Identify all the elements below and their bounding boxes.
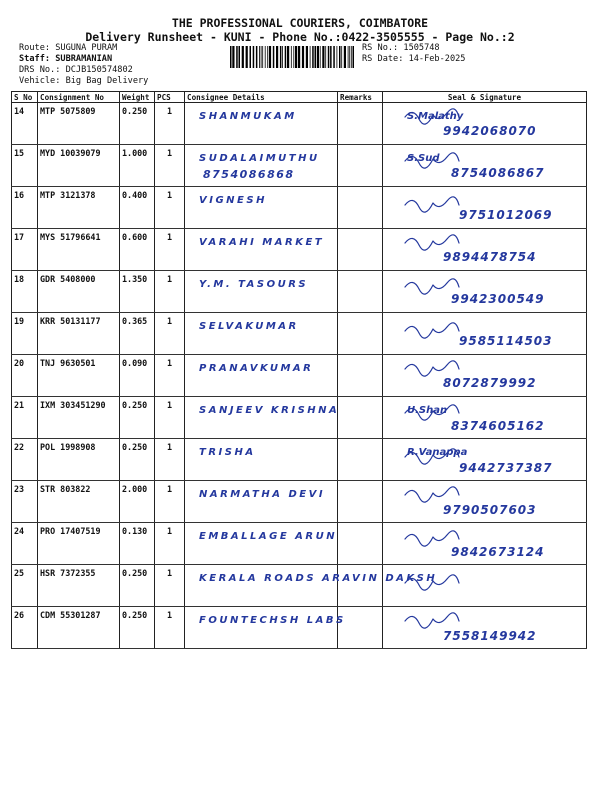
cell-sno: 22 [12, 439, 38, 481]
barcode-bar [312, 46, 314, 68]
cell-weight: 0.365 [120, 313, 155, 355]
signature-phone: 9942300549 [451, 292, 545, 306]
signature-phone: 9942068070 [443, 124, 537, 138]
cell-pcs: 1 [155, 271, 185, 313]
signature-phone: 8072879992 [443, 376, 537, 390]
cell-consignment: TNJ 9630501 [38, 355, 120, 397]
cell-weight: 0.600 [120, 229, 155, 271]
barcode-bar [282, 46, 283, 68]
signature-handwriting [383, 523, 587, 564]
cell-weight: 0.250 [120, 397, 155, 439]
signature-handwriting [383, 271, 587, 311]
cell-signature [383, 565, 587, 607]
table-header-row [12, 92, 587, 103]
col-sno: S No [12, 92, 38, 103]
cell-consignment: MYD 10039079 [38, 145, 120, 187]
barcode-bar [285, 46, 287, 68]
cell-signature [383, 229, 587, 271]
cell-signature [383, 607, 587, 649]
cell-remarks [338, 481, 383, 523]
cell-pcs: 1 [155, 103, 185, 145]
cell-remarks [338, 397, 383, 439]
cell-consignment: STR 803822 [38, 481, 120, 523]
cell-sno: 21 [12, 397, 38, 439]
cell-remarks [338, 565, 383, 607]
runsheet-table [11, 91, 587, 649]
table-row [12, 481, 587, 523]
table-row [12, 271, 587, 313]
cell-pcs: 1 [155, 565, 185, 607]
barcode-bar [256, 46, 258, 68]
consignee-phone: 8754086868 [203, 168, 295, 181]
barcode-bar [232, 46, 234, 68]
cell-weight: 0.250 [120, 607, 155, 649]
rs-no-text: RS No.: 1505748 [362, 43, 440, 53]
col-signature: Seal & Signature [383, 92, 587, 103]
cell-consignee [185, 313, 338, 355]
cell-remarks [338, 313, 383, 355]
barcode-bar [295, 46, 297, 68]
consignee-handwriting [185, 145, 338, 185]
cell-consignee [185, 565, 438, 607]
barcode-bar [351, 46, 352, 68]
cell-weight: 0.400 [120, 187, 155, 229]
barcode-bar [230, 46, 232, 68]
signature-handwriting [383, 313, 587, 353]
consignee-handwriting [185, 271, 338, 311]
cell-consignment: CDM 55301287 [38, 607, 120, 649]
consignee-name: Y.M. TASOURS [199, 279, 309, 290]
cell-signature [383, 103, 587, 145]
consignee-name: TRISHA [199, 447, 256, 458]
barcode-bar [236, 46, 238, 68]
route-text: Route: SUGUNA PURAM [19, 43, 118, 53]
barcode-bar [330, 46, 332, 68]
cell-remarks [338, 523, 383, 565]
signature-phone: 9790507603 [443, 503, 537, 517]
barcode-bar [333, 46, 335, 68]
barcode [230, 46, 356, 68]
barcode-bar [246, 46, 248, 68]
consignee-name: PRANAVKUMAR [199, 363, 314, 374]
signature-handwriting [383, 607, 587, 648]
signature-handwriting [383, 355, 587, 395]
barcode-bar [287, 46, 289, 68]
cell-sno: 23 [12, 481, 38, 523]
cell-pcs: 1 [155, 229, 185, 271]
barcode-bar [267, 46, 268, 68]
consignee-name: SANJEEV KRISHNA [199, 405, 340, 416]
cell-signature [383, 439, 587, 481]
cell-signature [383, 355, 587, 397]
barcode-bar [253, 46, 255, 68]
barcode-bar [339, 46, 341, 68]
cell-weight: 1.350 [120, 271, 155, 313]
consignee-handwriting [185, 313, 338, 353]
cell-pcs: 1 [155, 607, 185, 649]
vehicle-text: Vehicle: Big Bag Delivery [19, 76, 149, 86]
barcode-bar [293, 46, 294, 68]
consignee-handwriting [185, 607, 346, 648]
barcode-bar [322, 46, 324, 68]
table-row [12, 145, 587, 187]
cell-weight: 0.250 [120, 439, 155, 481]
col-consignee: Consignee Details [185, 92, 338, 103]
cell-consignment: MYS 51796641 [38, 229, 120, 271]
signature-scribble [405, 197, 459, 212]
consignee-name: FOUNTECHSH LABS [199, 615, 346, 626]
cell-sno: 18 [12, 271, 38, 313]
header-right [362, 43, 465, 65]
cell-sno: 14 [12, 103, 38, 145]
cell-consignment: PRO 17407519 [38, 523, 120, 565]
cell-consignee [185, 103, 338, 145]
cell-sno: 20 [12, 355, 38, 397]
cell-remarks [338, 229, 383, 271]
table-row [12, 355, 587, 397]
signature-scribble [405, 531, 459, 546]
cell-consignment: IXM 303451290 [38, 397, 120, 439]
barcode-bar [265, 46, 266, 68]
consignee-handwriting [185, 565, 438, 606]
consignee-handwriting [185, 229, 338, 269]
signature-phone: 8754086867 [451, 166, 545, 180]
signature-handwriting [383, 229, 587, 269]
signature-phone: 8374605162 [451, 419, 545, 433]
runsheet-title: Delivery Runsheet - KUNI - Phone No.:0422-3505555 - Page No.:2 [85, 30, 515, 44]
signature-phone: 9842673124 [451, 545, 545, 559]
table-row [12, 397, 587, 439]
cell-remarks [338, 271, 383, 313]
cell-consignee [185, 397, 338, 439]
cell-sno: 17 [12, 229, 38, 271]
cell-pcs: 1 [155, 397, 185, 439]
consignee-name: VIGNESH [199, 195, 267, 206]
cell-sno: 24 [12, 523, 38, 565]
barcode-bar [242, 46, 244, 68]
cell-remarks [338, 187, 383, 229]
barcode-bar [259, 46, 260, 68]
barcode-bar [302, 46, 304, 68]
signature-phone: 9894478754 [443, 250, 537, 264]
drs-text: DRS No.: DCJB150574802 [19, 65, 133, 75]
signature-name: S.Sud [407, 153, 440, 164]
barcode-bar [349, 46, 350, 68]
cell-weight: 2.000 [120, 481, 155, 523]
cell-sno: 25 [12, 565, 38, 607]
consignee-handwriting [185, 187, 338, 227]
barcode-bar [348, 46, 349, 68]
signature-scribble [405, 361, 459, 376]
barcode-bar [291, 46, 292, 68]
consignee-handwriting [185, 523, 338, 564]
cell-consignment: POL 1998908 [38, 439, 120, 481]
cell-consignee [185, 439, 338, 481]
staff-text: Staff: SUBRAMANIAN [19, 54, 113, 64]
barcode-bar [341, 46, 342, 68]
barcode-bar [273, 46, 275, 68]
cell-consignee [185, 187, 338, 229]
cell-signature [383, 187, 587, 229]
signature-name: R.Vanappa [407, 447, 468, 458]
cell-pcs: 1 [155, 187, 185, 229]
cell-consignee [185, 145, 338, 187]
cell-consignment: GDR 5408000 [38, 271, 120, 313]
signature-phone: 9751012069 [459, 208, 553, 222]
barcode-bar [337, 46, 338, 68]
consignee-name: VARAHI MARKET [199, 237, 325, 248]
barcode-bar [310, 46, 311, 68]
signature-name: S.Malathy [407, 111, 464, 122]
col-remarks: Remarks [338, 92, 383, 103]
barcode-bar [325, 46, 326, 68]
barcode-bar [344, 46, 346, 68]
table-row [12, 103, 587, 145]
cell-weight: 1.000 [120, 145, 155, 187]
signature-scribble [405, 323, 459, 338]
cell-pcs: 1 [155, 145, 185, 187]
consignee-name: SHANMUKAM [199, 111, 297, 122]
barcode-bar [269, 46, 271, 68]
signature-phone: 7558149942 [443, 629, 537, 643]
cell-consignee [185, 271, 338, 313]
consignee-name: EMBALLAGE ARUN [199, 531, 338, 542]
cell-sno: 19 [12, 313, 38, 355]
signature-scribble [405, 575, 459, 590]
barcode-bar [315, 46, 317, 68]
table-row [12, 439, 587, 481]
table-row [12, 229, 587, 271]
cell-remarks [338, 439, 383, 481]
consignee-name: SELVAKUMAR [199, 321, 299, 332]
cell-sno: 26 [12, 607, 38, 649]
consignee-name: SUDALAIMUTHU [199, 153, 320, 164]
cell-signature [383, 523, 587, 565]
cell-remarks [338, 607, 383, 649]
col-consignment: Consignment No [38, 92, 120, 103]
consignee-handwriting [185, 397, 338, 438]
table-row [12, 607, 587, 649]
cell-pcs: 1 [155, 355, 185, 397]
consignee-handwriting [185, 481, 338, 522]
signature-phone: 9442737387 [459, 461, 553, 475]
cell-signature [383, 481, 587, 523]
signature-handwriting [383, 481, 587, 522]
barcode-bar [261, 46, 262, 68]
barcode-bar [306, 46, 308, 68]
signature-handwriting [383, 103, 587, 143]
barcode-bar [328, 46, 330, 68]
barcode-bar [250, 46, 252, 68]
barcode-bar [320, 46, 321, 68]
consignee-handwriting [185, 355, 338, 395]
signature-scribble [405, 613, 459, 628]
company-title: THE PROFESSIONAL COURIERS, COIMBATORE [171, 16, 429, 30]
barcode-bar [298, 46, 300, 68]
cell-remarks [338, 145, 383, 187]
col-weight: Weight [120, 92, 155, 103]
signature-handwriting [383, 145, 587, 185]
cell-signature [383, 397, 587, 439]
cell-consignment: MTP 3121378 [38, 187, 120, 229]
barcode-bar [353, 46, 355, 68]
cell-weight: 0.090 [120, 355, 155, 397]
cell-weight: 0.250 [120, 565, 155, 607]
consignee-handwriting [185, 439, 338, 480]
cell-signature [383, 271, 587, 313]
cell-weight: 0.130 [120, 523, 155, 565]
table-row [12, 523, 587, 565]
cell-pcs: 1 [155, 523, 185, 565]
rs-date-text: RS Date: 14-Feb-2025 [362, 54, 466, 64]
cell-pcs: 1 [155, 313, 185, 355]
table-row [12, 313, 587, 355]
signature-scribble [405, 235, 459, 250]
signature-handwriting [383, 439, 587, 480]
signature-handwriting [383, 565, 587, 606]
signature-phone: 9585114503 [459, 334, 553, 348]
cell-sno: 16 [12, 187, 38, 229]
cell-signature [383, 313, 587, 355]
col-pcs: PCS [155, 92, 185, 103]
barcode-bar [262, 46, 263, 68]
signature-handwriting [383, 187, 587, 227]
cell-consignment: HSR 7372355 [38, 565, 120, 607]
cell-consignee [185, 607, 346, 649]
cell-pcs: 1 [155, 439, 185, 481]
signature-scribble [405, 487, 459, 502]
cell-consignment: MTP 5075809 [38, 103, 120, 145]
cell-consignee [185, 229, 338, 271]
consignee-name: NARMATHA DEVI [199, 489, 326, 500]
signature-handwriting [383, 397, 587, 438]
cell-signature [383, 145, 587, 187]
consignee-name: KERALA ROADS ARAVIN DAKSH [199, 573, 438, 584]
signature-name: U.Shan [407, 405, 448, 416]
cell-remarks [338, 355, 383, 397]
cell-weight: 0.250 [120, 103, 155, 145]
barcode-bar [239, 46, 241, 68]
cell-consignee [185, 355, 338, 397]
cell-consignment: KRR 50131177 [38, 313, 120, 355]
cell-remarks [338, 103, 383, 145]
barcode-bar [317, 46, 319, 68]
table-row [12, 187, 587, 229]
header-left [19, 43, 133, 76]
cell-sno: 15 [12, 145, 38, 187]
cell-pcs: 1 [155, 481, 185, 523]
consignee-handwriting [185, 103, 338, 143]
table-row [12, 565, 587, 607]
cell-consignee [185, 523, 338, 565]
barcode-bar [280, 46, 282, 68]
cell-consignee [185, 481, 338, 523]
barcode-bar [276, 46, 278, 68]
